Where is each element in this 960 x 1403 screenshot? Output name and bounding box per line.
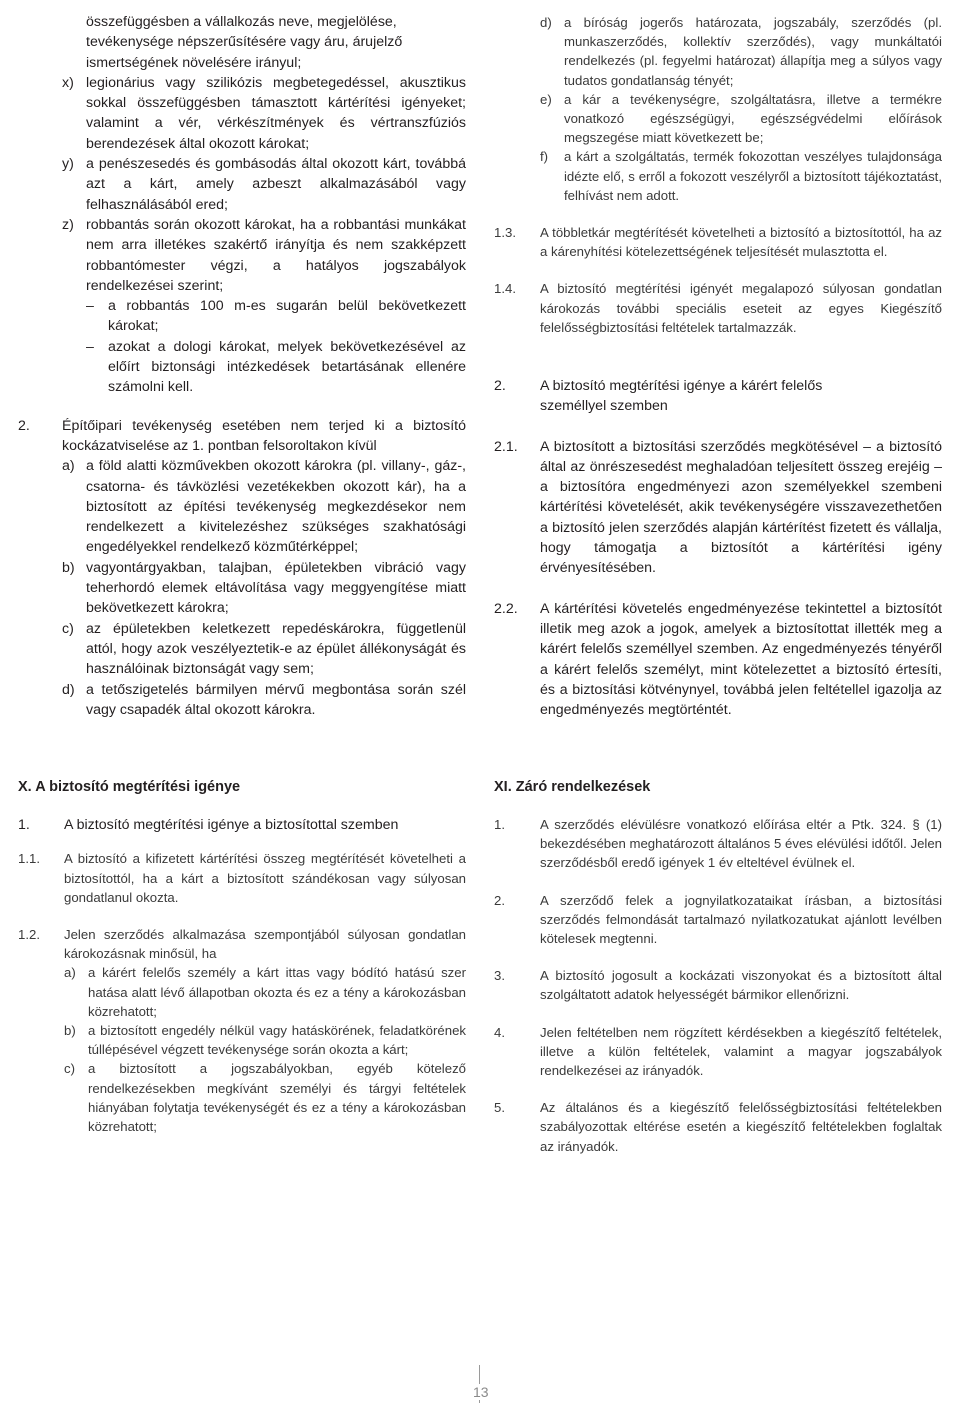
- list-item-f-right: f) a kárt a szolgáltatás, termék fokozottan veszélyes tulajdonsága idézte elő, s erről a fokozott veszélyről a biztosított tájékoztatást, felhívást nem adott.: [540, 149, 942, 203]
- section-xi-list: [494, 815, 942, 1156]
- list-item-e-right: e) a kár a tevékenységre, szolgáltatásra, illetve a termékre vonatkozó egészségügyi, egészségvédelmi előírások megszegése miatt következett be;: [540, 91, 942, 146]
- list-item-xi-3: 3. A biztosító jogosult a kockázati viszonyokat és a biztosított által szolgáltatott adatok helyességét bármikor ellenőrizni.: [494, 968, 942, 1003]
- page-number: 13: [473, 1384, 489, 1400]
- list-item-d-right: d) a bíróság jogerős határozata, jogszabály, szerződés (pl. munkaszerződés, kollektív szerződés), vagy munkáltatói rendelkezés (pl. fegyelmi határozat) állapítja meg a súlyos vagy tudatos gondatlanság tényét;: [540, 15, 942, 88]
- paragraph-2-2: 2.2. A kártérítési követelés engedményezése tekintettel a biztosítót illetik meg azok a jogok, amelyek a biztosítottat illették meg a kárért felelős személlyel szemben. Az engedményezés tényéről a kárért felelős személyt, mint kötelezettet a biztosító értesíti, és a biztosítási kötvénynyel, továbbá jelen feltétellel igazolja az engedményezés megtörténtét.: [494, 600, 942, 719]
- dash-item-1: – a robbantás 100 m-es sugarán belül bekövetkezett károkat;: [86, 298, 466, 335]
- top-left-column: [18, 12, 466, 720]
- section-xi-heading: XI. Záró rendelkezések: [494, 779, 651, 795]
- paragraph-2-heading: 2. A biztosító megtérítési igénye a kárért felelős személlyel szemben: [494, 378, 823, 415]
- paragraph-1-3: 1.3. A többletkár megtérítését követelheti a biztosító a biztosítottól, ha az a kárenyhítési kötelezettségének teljesítését mulasztotta el.: [494, 225, 942, 260]
- list-item-z: z) robbantás során okozott károkat, ha a robbantási munkákat nem arra illetékes szakértő irányítja és nem szakképzett robbantómester végzi, a hatályos jogszabályok rendelkezései szerint;: [62, 216, 466, 294]
- list-item-d: d) a tetőszigetelés bármilyen mérvű megbontása során szél vagy csapadék által okozott károkra.: [62, 681, 466, 718]
- dash-item-2: – azokat a dologi károkat, melyek bekövetkezésével az előírt biztonsági intézkedések betartásának ellenére számolni kell.: [86, 338, 466, 396]
- list-item-b-bottom: b) a biztosított engedély nélkül vagy hatáskörének, feladatkörének túllépésével végzett tevékenysége során okozta a kárt;: [64, 1022, 466, 1058]
- list-item-xi-5: 5. Az általános és a kiegészítő felelősségbiztosítási feltételekben szabályozottak eltérése esetén a kiegészítő feltételekben foglaltak az irányadók.: [494, 1100, 942, 1154]
- paragraph-1-4: 1.4. A biztosító megtérítési igényét megalapozó súlyosan gondatlan károkozás további speciális eseteit az egyes Kiegészítő felelősségbiztosítási feltételek tartalmazzák.: [494, 281, 942, 335]
- list-item-y: y) a penészesedés és gombásodás által okozott kárt, továbbá azt a kárt, amely azbeszt alkalmazásából vagy felhasználásából ered;: [62, 156, 466, 213]
- list-item-xi-1: 1. A szerződés elévülésre vonatkozó előírása eltér a Ptk. 324. § (1) bekezdésében meghatározott általános 5 éves elévülési időtől. Jelen szerződésből eredő igények 1 év elteltével évülnek el.: [494, 817, 942, 871]
- list-item-a: a) a föld alatti közművekben okozott károkra (pl. villany-, gáz-, csatorna- és távközlési vezetékekben okozott kár), ha a biztosított az építési tevékenység megkezdésekor nem rendelkezett a kivitelezéshez szükséges szakhatósági engedélyekkel rendelkező közműtérképpel;: [62, 458, 466, 556]
- intro-continuation: összefüggésben a vállalkozás neve, megjelölése, tevékenysége népszerűsítésére vagy áru, árujelző ismertségének növelésére irányul;: [86, 14, 403, 71]
- section-2-intro: 2. Építőipari tevékenység esetében nem terjed ki a biztosító kockázatviselése az 1. pontban felsoroltakon kívül: [18, 417, 466, 454]
- paragraph-2-1: 2.1. A biztosított a biztosítási szerződés megkötésével – a biztosító által az önrészesedést meghaladóan teljesített összeg erejéig – a biztosítóra engedményezi azon személyekkel szembeni kártérítési követelését, akik tevékenységére visszavezethetően a biztosító jelen szerződés alapján kártérítést fizetett és vállalja, hogy támogatja a biztosítót a kártérítési igény érvényesítésében.: [494, 438, 942, 577]
- list-item-b: b) vagyontárgyakban, talajban, épületekben vibráció vagy teherhordó elemek eltávolítása vagy meggyengítése miatt bekövetkezett károkra;: [62, 559, 466, 617]
- list-item-xi-4: 4. Jelen feltételben nem rögzített kérdésekben a kiegészítő feltételek, illetve a külön feltételek, valamint a magyar jogszabályok rendelkezései az irányadók.: [494, 1024, 942, 1079]
- section-x-1-1: 1.1. A biztosító a kifizetett kártérítési összeg megtérítését követelheti a biztosítottól, ha a kárt a biztosított szándékosan vagy súlyosan gondatlanul okozta.: [18, 851, 466, 905]
- list-item-x: x) legionárius vagy szilikózis megbetegedéssel, akusztikus sokkal összefüggésben támasztott kártérítési igényeket; valamint a vér, vérkészítmények és vértranszfúziós berendezések által okozott károkat;: [62, 74, 466, 152]
- bottom-left-column: [18, 779, 466, 1136]
- top-right-column: [494, 13, 942, 337]
- section-x-1-2-list: [18, 963, 466, 1136]
- section-x-heading: X. A biztosító megtérítési igénye: [18, 779, 241, 795]
- list-item-c: c) az épületekben keletkezett repedéskárokra, függetlenül attól, hogy azok veszélyeztetik-e az épület állékonyságát és használóinak biztonságát vagy sem;: [62, 620, 466, 678]
- section-x-1-2: 1.2. Jelen szerződés alkalmazása szempontjából súlyosan gondatlan károkozásnak minősül, ha: [18, 926, 466, 962]
- list-item-a-bottom: a) a kárért felelős személy a kárt ittas vagy bódító hatású szer hatása alatt lévő állapotban okozta és ez a tény a károkozásban közrehatott;: [64, 965, 466, 1019]
- list-item-xi-2: 2. A szerződő felek a jognyilatkozataikat írásban, a biztosítási szerződés felmondását tartalmazó nyilatkozatukat ajánlott levélben kötelesek megtenni.: [494, 892, 942, 947]
- list-item-c-bottom: c) a biztosított a jogszabályokban, egyéb kötelező rendelkezésekben megkívánt személyi és tárgyi feltételek hiányában folytatja tevékenységét és ez a tény a károkozásban közrehatott;: [64, 1061, 466, 1134]
- top-right-column-lower: [494, 376, 942, 720]
- bottom-right-column: [494, 779, 942, 1156]
- section-x-1: 1. A biztosító megtérítési igénye a biztosítottal szemben: [18, 817, 399, 833]
